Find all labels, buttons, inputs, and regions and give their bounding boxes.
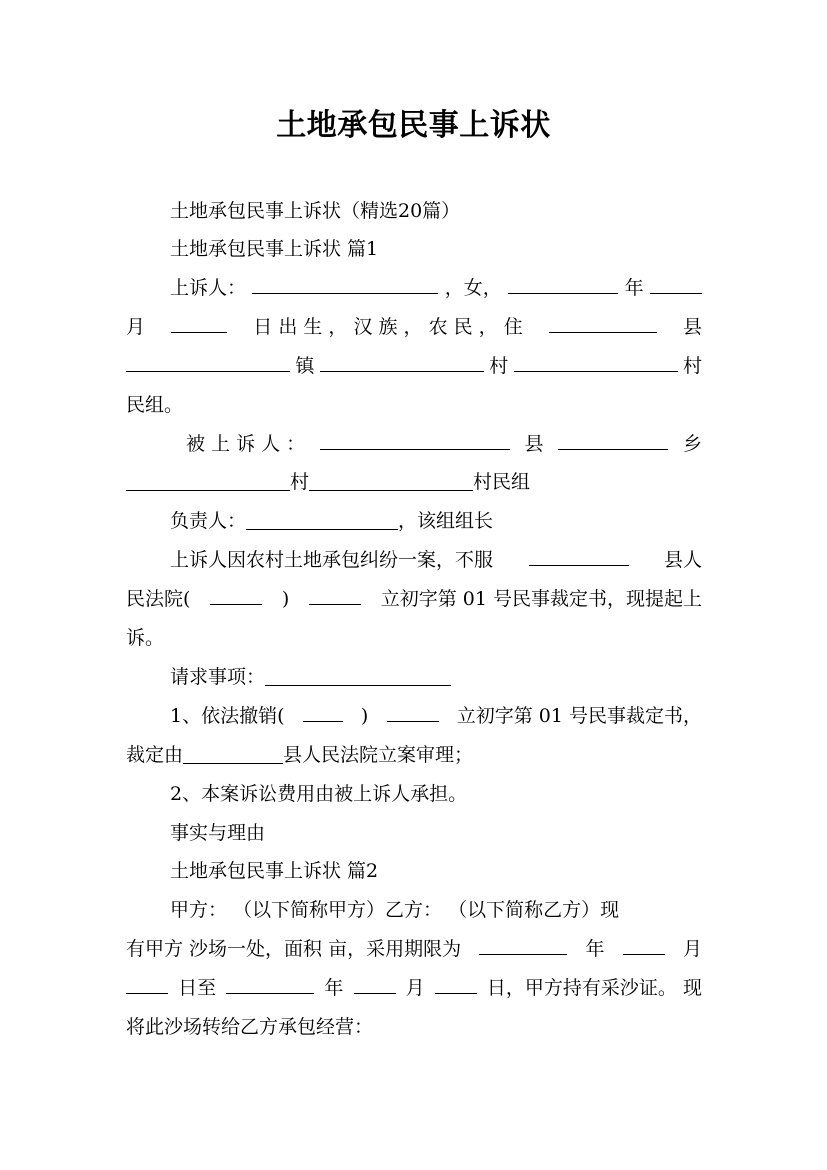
blank-field <box>309 470 473 491</box>
blank-field <box>435 973 477 994</box>
term-line <box>126 973 702 1003</box>
text: 县人民法院立案审理； <box>283 744 474 766</box>
text: 镇 <box>295 355 315 377</box>
claim-1-line <box>170 701 702 731</box>
text: 月 <box>126 316 146 338</box>
text: ) <box>281 588 290 610</box>
dispute-line <box>170 545 702 575</box>
blank-field <box>529 545 629 566</box>
blank-field <box>508 273 618 294</box>
appeal-end-line <box>126 623 702 653</box>
blank-field <box>558 429 668 450</box>
responsible-person-line <box>170 506 702 536</box>
blank-field <box>303 701 343 722</box>
claim-1-continued-line <box>126 740 702 770</box>
sand-field-line <box>126 934 702 964</box>
blank-field <box>309 584 361 605</box>
blank-field <box>514 351 678 372</box>
blank-field <box>479 934 567 955</box>
appellant-line <box>170 273 702 303</box>
text: 2、本案诉讼费用由被上诉人承担。 <box>170 783 468 805</box>
label: 负责人： <box>170 510 247 532</box>
address-end-line <box>126 390 702 420</box>
document-title: 土地承包民事上诉状 <box>276 108 551 143</box>
transfer-line <box>126 1012 702 1042</box>
blank-field <box>623 934 665 955</box>
text: 甲方： （以下简称甲方）乙方： （以下简称乙方）现 <box>170 899 620 921</box>
label: 被 上 诉 人 ： <box>186 433 306 455</box>
text: 乡 <box>682 433 702 455</box>
text: 将此沙场转给乙方承包经营： <box>126 1016 374 1038</box>
text: 1、依法撤销( <box>170 705 285 727</box>
text: 县 <box>524 433 544 455</box>
text: 月 <box>405 977 425 999</box>
text: ) <box>360 705 369 727</box>
text: 县人 <box>663 549 702 571</box>
address-line <box>126 351 702 381</box>
blank-field <box>246 509 398 530</box>
blank-field <box>549 312 657 333</box>
blank-field <box>320 429 510 450</box>
text: 裁定由 <box>126 744 184 766</box>
blank-field <box>171 312 227 333</box>
blank-field <box>320 351 484 372</box>
text: 民组。 <box>126 394 184 416</box>
blank-field <box>265 665 451 686</box>
blank-field <box>126 351 290 372</box>
blank-field <box>226 973 314 994</box>
text: 村民组 <box>473 471 531 493</box>
claim-2-line <box>170 779 702 809</box>
blank-field <box>126 973 168 994</box>
text: 年 <box>624 277 644 299</box>
appellee-address-line <box>126 467 702 497</box>
blank-field <box>252 273 438 294</box>
text: 诉。 <box>126 627 165 649</box>
text: 上诉人因农村土地承包纠纷一案，不服 <box>170 549 494 571</box>
section-heading-text: 土地承包民事上诉状 篇1 <box>170 238 379 260</box>
label: 请求事项： <box>170 666 266 688</box>
blank-field <box>354 973 396 994</box>
birth-line <box>126 312 702 342</box>
section-heading-1 <box>170 234 702 264</box>
blank-field <box>387 701 439 722</box>
text: 年 <box>324 977 344 999</box>
text: 月 <box>682 938 702 960</box>
blank-field <box>210 584 262 605</box>
collection-title: 土地承包民事上诉状（精选20篇） <box>170 200 461 222</box>
claims-line <box>170 662 702 692</box>
section-heading-2 <box>170 856 702 886</box>
text: 年 <box>585 938 605 960</box>
blank-field <box>183 743 283 764</box>
text: 县 <box>682 316 702 338</box>
text: ，该组组长 <box>398 510 494 532</box>
text: 有甲方 沙场一处，面积 亩，采用期限为 <box>126 938 462 960</box>
text: 日，甲方持有采沙证。 现 <box>486 977 702 999</box>
label: 上诉人： <box>170 277 247 299</box>
section-heading-text: 土地承包民事上诉状 篇2 <box>170 860 379 882</box>
text: 立初字第 01 号民事裁定书，现提起上 <box>380 588 702 610</box>
text: 事实与理由 <box>170 822 266 844</box>
text: 日 出 生 ， 汉 族 ， 农 民 ， 住 <box>253 316 523 338</box>
facts-heading <box>170 818 702 848</box>
text: 村 <box>489 355 509 377</box>
appellee-line <box>186 429 702 459</box>
parties-line <box>170 895 702 925</box>
court-line <box>126 584 702 614</box>
blank-field <box>650 273 702 294</box>
text: 立初字第 01 号民事裁定书， <box>456 705 702 727</box>
text: 村 <box>290 471 310 493</box>
subtitle-line <box>170 196 702 226</box>
text: 民法院( <box>126 588 191 610</box>
blank-field <box>126 470 290 491</box>
text: ，女， <box>444 277 502 299</box>
text: 村 <box>682 355 702 377</box>
text: 日至 <box>178 977 217 999</box>
